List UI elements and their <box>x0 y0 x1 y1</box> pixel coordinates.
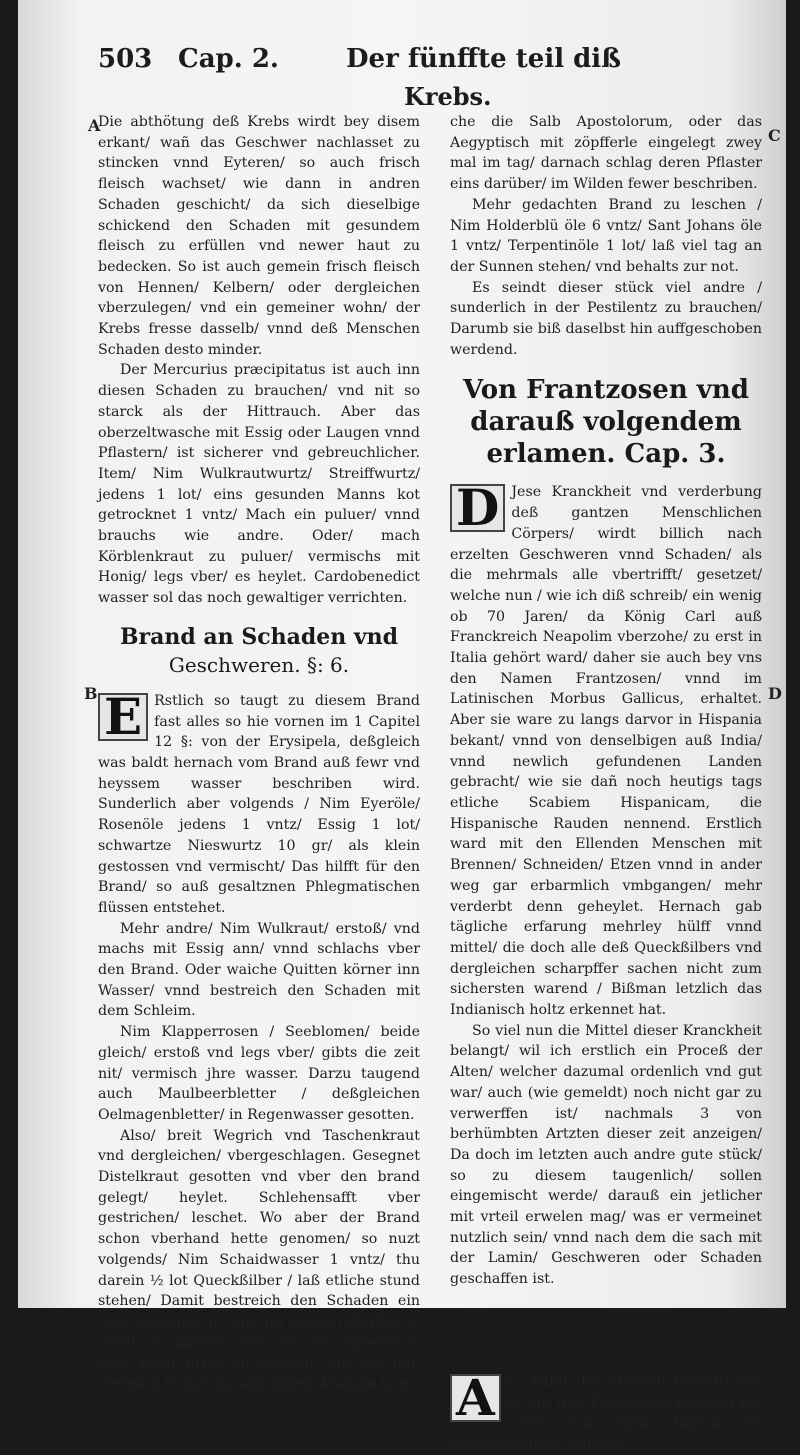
margin-letter-c: C <box>768 126 781 145</box>
right-column <box>450 112 762 1455</box>
book-page <box>18 0 786 1452</box>
section-heading <box>450 1304 762 1360</box>
paragraph-text: Ls baldt der Mensch befindt/ das er mit den Frantzosen beladen ist/ soler sich warm halten/ vil Schweißbaden/ Schrepf- <box>450 1373 762 1452</box>
chapter-label: Cap. 2. <box>178 44 279 74</box>
margin-letter-b: B <box>84 684 98 703</box>
paragraph-text: Rstlich so taugt zu diesem Brand fast alles so hie vornen im 1 Capitel 12 §: von der Erysipela, deßgleich was baldt hernach vom Brand auß fewr vnd heyssem wasser beschriben wird. Sunderlich aber volgends / Nim Eyeröle/ Rosenöle jedens 1 vntz/ Essig 1 lot/ schwartze Nieswurtz 10 gr/ als klein gestossen vnd vermischt/ Das hilfft für den Brand/ so auß gesaltznen Phlegmatischen flüssen entstehet. <box>98 692 420 916</box>
paragraph: Mehr andre/ Nim Wulkraut/ erstoß/ vnd machs mit Essig ann/ vnnd schlachs vber den Brand. Oder waiche Quitten körner inn Wasser/ vnnd bestreich den Schaden mit dem Schleim. <box>98 920 420 1020</box>
paragraph <box>98 686 420 919</box>
paragraph: Also/ breit Wegrich vnd Taschenkraut vnd dergleichen/ vbergeschlagen. Gesegnet Distelkraut gesotten vnd vber den brand gelegt/ heylet. Schlehensafft vber gestrichen/ leschet. Wo aber der Brand schon vberhand hette genomen/ so nuzt volgends/ Nim Schaidwasser 1 vntz/ thu darein ½ lot Queckßilber / laß etliche stund stehen/ Damit bestreich den Schaden ein oder zweymal im tag/ mit einem federlin/ so wirdt er anfahen sich an den eussersten oder mehr orten zu schelen/ biß das faul verbrant fleisch darauß fallet/ Alsdann brau- <box>98 1127 420 1393</box>
section-title: Regiment vnd Cura der <box>462 1304 750 1331</box>
paragraph: So viel nun die Mittel dieser Kranckheit belangt/ wil ich erstlich ein Proceß der Alten/ welcher dazumal ordenlich vnd gut war/ auch (wie gemeldt) noch nicht gar zu verwerffen ist/ nachmals 3 von berhümbten Artzten dieser zeit anzeigen/ Da doch im letzten auch andre gute stück/ so zu diesem taugenlich/ sollen eingemischt werde/ darauß ein jetlicher mit vrteil erwelen mag/ was er vermeinet nutzlich sein/ vnnd nach dem die sach mit der Lamin/ Geschweren oder Schaden geschaffen ist. <box>450 1022 762 1288</box>
margin-letter-d: D <box>768 684 782 703</box>
paragraph-text: Jese Kranckheit vnd verderbung deß gantzen Menschlichen Cörpers/ wirdt billich nach erzelten Geschweren vnnd Schaden/ als die mehrmals alle vbertrifft/ gesetzet/ welche nun / wie ich diß schreib/ ein wenig ob 70 Jaren/ da König Carl auß Franckreich Neapolim vberzohe/ zu erst in Italia gehört ward/ daher sie auch bey vns den Namen Frantzosen/ vnnd im Latinischen Morbus Gallicus, erhaltet. Aber sie ware zu langs darvor in Hispania bekant/ vnnd von denselbigen auß India/ vnnd newlich gefundenen Landen gebracht/ wie sie dañ noch heutigs tags etliche Scabiem Hispanicam, die Hispanische Rauden nennend. Erstlich ward mit den Ellenden Menschen mit Brennen/ Schneiden/ Etzen vnnd in ander weg gar erbarmlich vmbgangen/ mehr verderbt denn geheylet. Hernach gab tägliche erfarung mehrley hülff vnnd mittel/ die doch alle deß Queckßilbers vnd dergleichen scharpffer sachen nicht zum sichersten warend / Bißman letzlich das Indianisch holtz erkennet hat. <box>450 484 762 1019</box>
drop-cap: D <box>450 484 505 532</box>
paragraph: Es seindt dieser stück viel andre / sunderlich in der Pestilentz zu brauchen/ Darumb sie biß daselbst hin auffgeschoben werdend. <box>450 279 762 358</box>
margin-letter-a: A <box>88 116 101 135</box>
paragraph: che die Salb Apostolorum, oder das Aegyptisch mit zöpfferle eingelegt zwey mal im tag/ darnach schlag deren Pflaster eins darüber/ im Wilden fewer beschriben. <box>450 114 762 193</box>
paragraph: Nim Klapperrosen / Seeblomen/ beide gleich/ erstoß vnd legs vber/ gibts die zeit nit/ vermisch jhre wasser. Darzu taugend auch Maulbeerbletter / deßgleichen Oelmagenbletter/ in Regenwasser gesotten. <box>98 1024 420 1123</box>
section-subtitle: Geschweren. §: 6. <box>168 652 350 677</box>
chapter-heading: Von Frantzosen vnd darauß volgendem erlamen. Cap. 3. <box>463 375 749 470</box>
drop-cap: A <box>450 1374 501 1422</box>
section-heading <box>98 623 420 679</box>
paragraph: Der Mercurius præcipitatus ist auch inn diesen Schaden zu brauchen/ vnd nit so starck als der Hittrauch. Aber das oberzeltwasche mit Essig oder Laugen vnnd Pflastern/ ist sicherer vnd gebreuchlicher. Item/ Nim Wulkrautwurtz/ Streiffwurtz/ jedens 1 lot/ eins gesunden Manns kot getrocknet 1 vntz/ Mach ein puluer/ vnnd brauchs wie andre. Oder/ mach Körblenkraut zu puluer/ vermischs mit Honig/ legs vber/ es heylet. Cardobenedict wasser sol das noch gewaltiger verrichten. <box>98 362 420 607</box>
paragraph <box>450 478 762 1020</box>
page-number: 503 <box>98 44 153 74</box>
left-column <box>98 112 420 1395</box>
page-header <box>18 44 786 84</box>
paragraph: Mehr gedachten Brand zu leschen / Nim Holderblü öle 6 vntz/ Sant Johans öle 1 vntz/ Terpentinöle 1 lot/ laß viel tag an der Sunnen stehen/ vnd behalts zur not. <box>450 196 762 275</box>
paragraph <box>450 1367 762 1455</box>
section-subtitle: Alten. §: 1. <box>551 1333 661 1358</box>
running-head: Krebs. <box>404 82 492 111</box>
paragraph: Die abthötung deß Krebs wirdt bey disem erkant/ wañ das Geschwer nachlasset zu stincken vnnd Eyteren/ so auch frisch fleisch wachset/ wie dann in andren Schaden geschicht/ da sich dieselbige schickend den Schaden mit gesundem fleisch zu erfüllen vnd newer haut zu bedecken. So ist auch gemein frisch fleisch von Hennen/ Kelbern/ oder dergleichen vberzulegen/ vnd ein gemeiner wohn/ der Krebs fresse dasselb/ vnnd deß Menschen Schaden desto minder. <box>98 114 420 358</box>
drop-cap: E <box>98 693 148 741</box>
page-title: Der fünffte teil diß <box>346 44 621 74</box>
section-title: Brand an Schaden vnd <box>119 623 399 650</box>
